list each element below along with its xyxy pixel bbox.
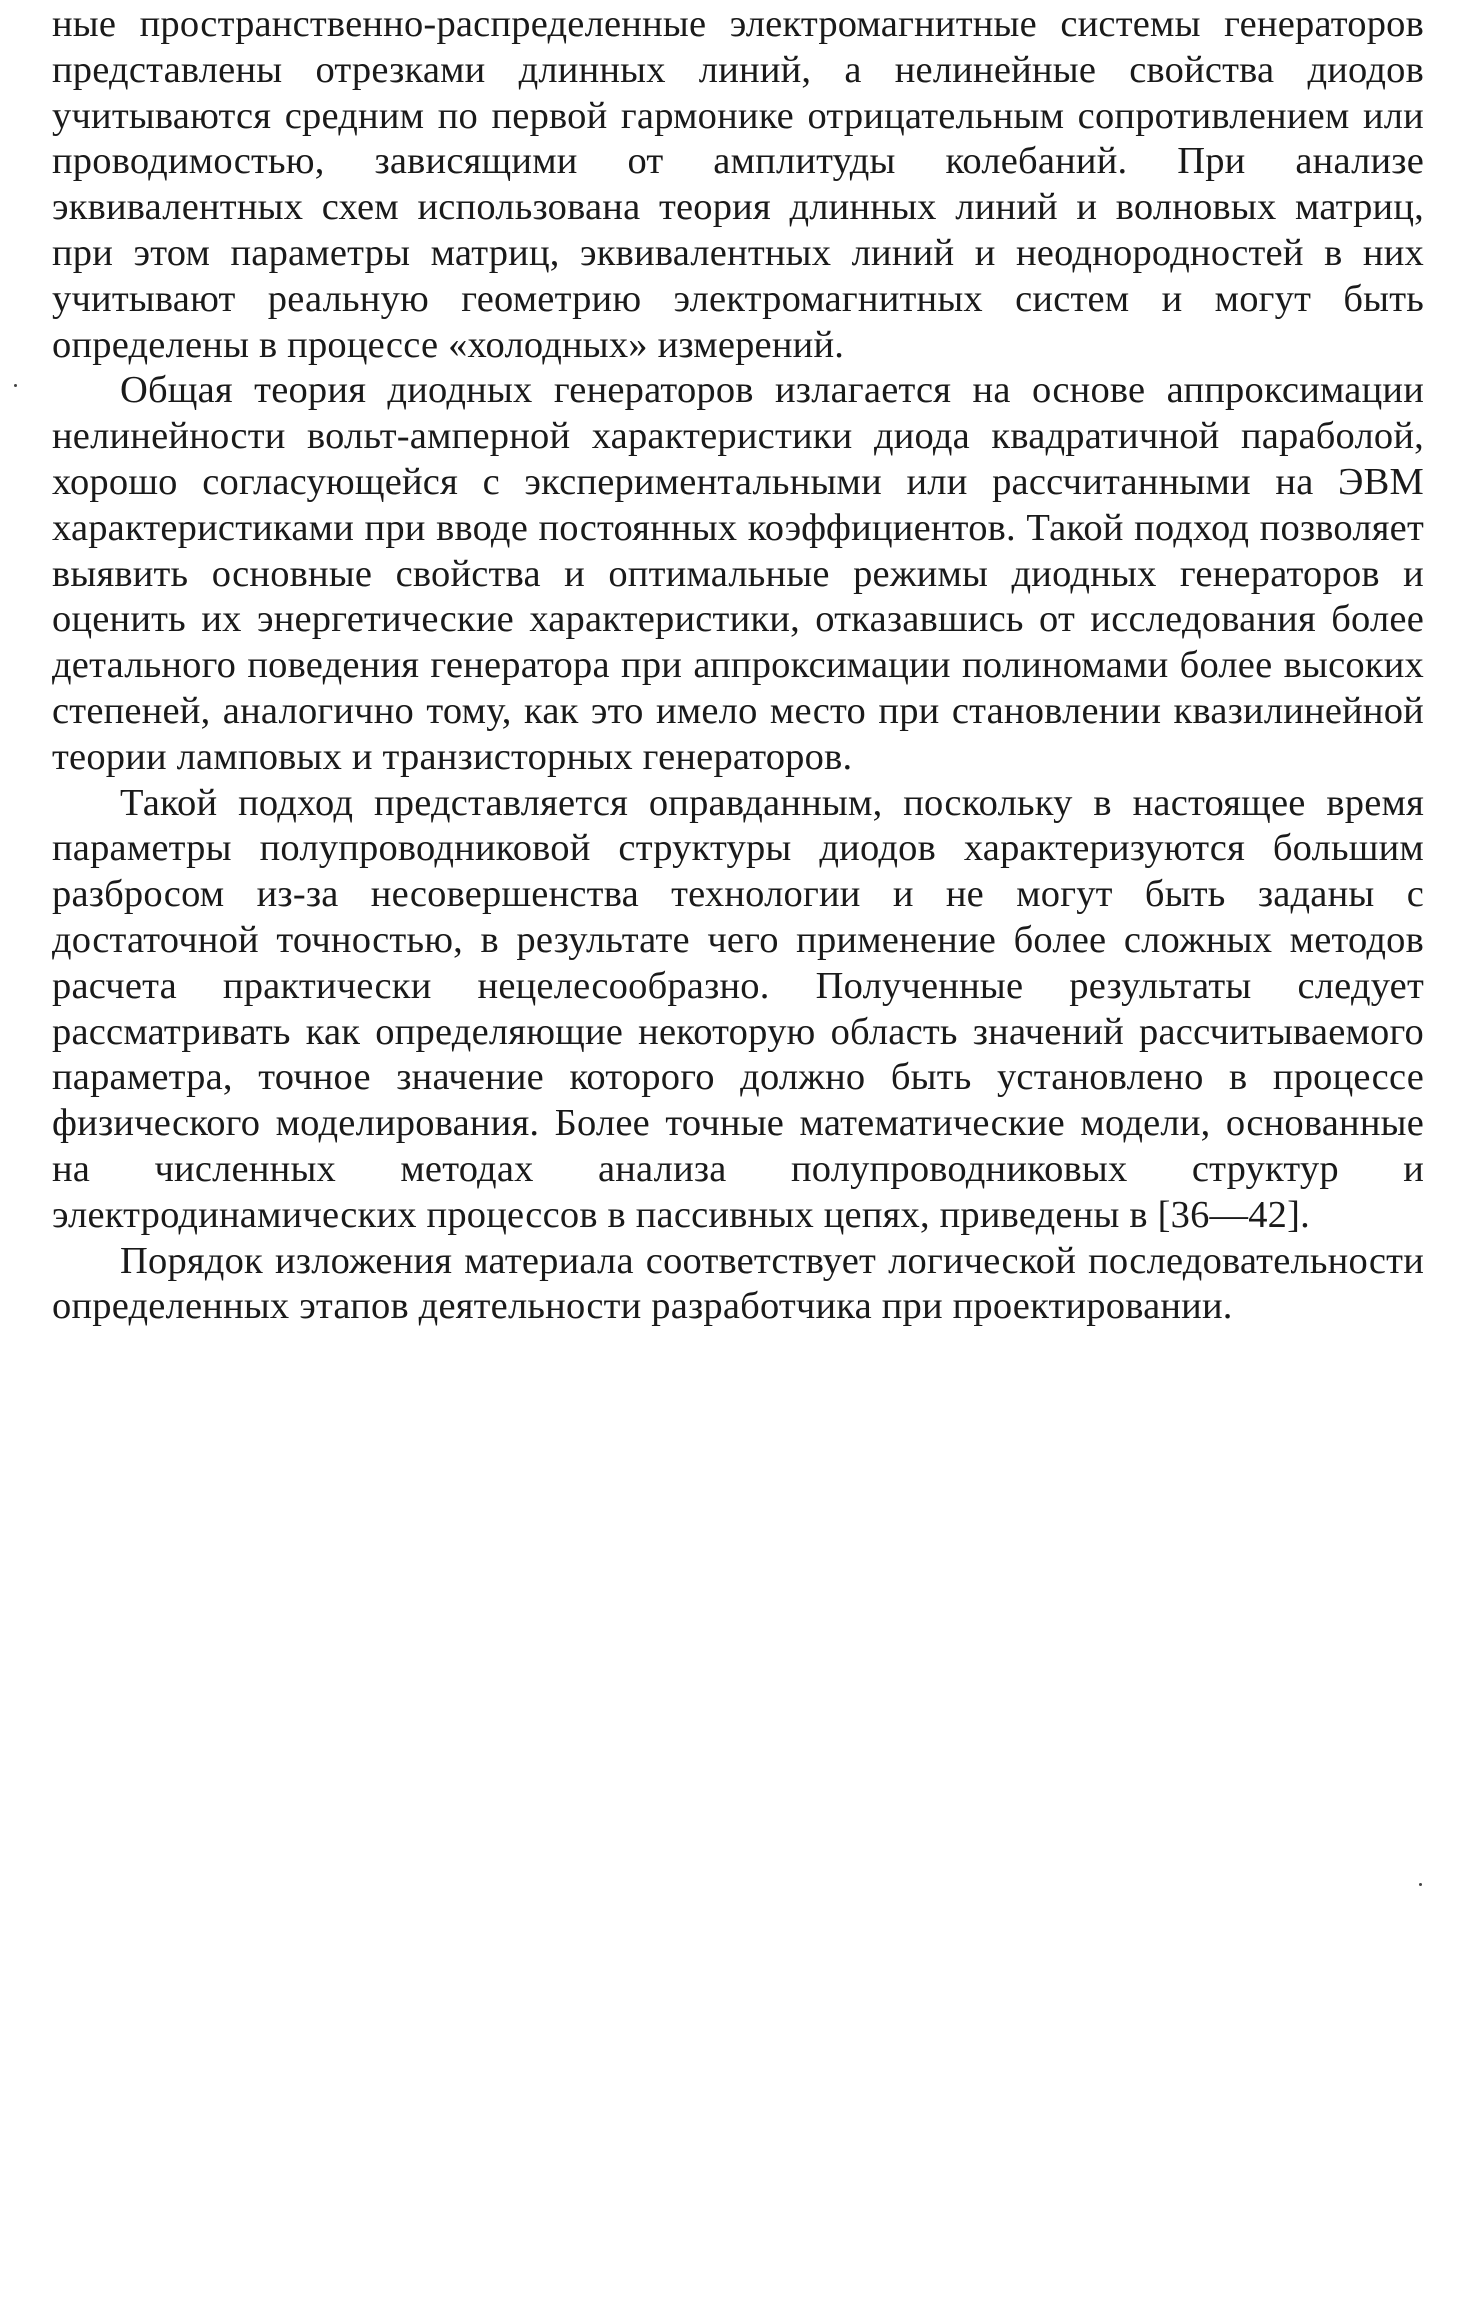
paragraph-4: Порядок изложения материала соответствует логической последовательности определенных этапов деятельности разработчика при проектировании. bbox=[52, 1239, 1424, 1328]
paragraph-3: Такой подход представляется оправданным, поскольку в настоящее время параметры полупроводниковой структуры диодов характеризуются большим разбросом из-за несовершенства технологии и не могут быть заданы с достаточной точностью, в результате чего применение более сложных методов расчета практически нецелесообразно. Полученные результаты следует рассматривать как определяющие некоторую область значений рассчитываемого параметра, точное значение которого должно быть установлено в процессе физического моделирования. Более точные математические модели, основанные на численных методах анализа полупроводниковых структур и электродинамических процессов в пассивных цепях, приведены в [36—42]. bbox=[52, 781, 1424, 1236]
paragraph-2: Общая теория диодных генераторов излагается на основе аппроксимации нелинейности вольт-амперной характеристики диода квадратичной параболой, хорошо согласующейся с экспериментальными или рассчитанными на ЭВМ характеристиками при вводе постоянных коэффициентов. Такой подход позволяет выявить основные свойства и оптимальные режимы диодных генераторов и оценить их энергетические характеристики, отказавшись от исследования более детального поведения генератора при аппроксимации полиномами более высоких степеней, аналогично тому, как это имело место при становлении квазилинейной теории ламповых и транзисторных генераторов. bbox=[52, 369, 1424, 778]
paragraph-1: ные пространственно-распределенные электромагнитные системы генераторов представлены отрезками длинных линий, а нелинейные свойства диодов учитываются средним по первой гармонике отрицательным сопротивлением или проводимостью, зависящими от амплитуды колебаний. При анализе эквивалентных схем использована теория длинных линий и волновых матриц, при этом параметры матриц, эквивалентных линий и неоднородностей в них учитывают реальную геометрию электромагнитных систем и могут быть определены в процессе «холодных» измерений. bbox=[52, 3, 1424, 366]
page-text bbox=[52, 0, 1424, 1330]
scan-speck bbox=[1419, 1883, 1422, 1886]
scan-speck bbox=[14, 384, 17, 387]
